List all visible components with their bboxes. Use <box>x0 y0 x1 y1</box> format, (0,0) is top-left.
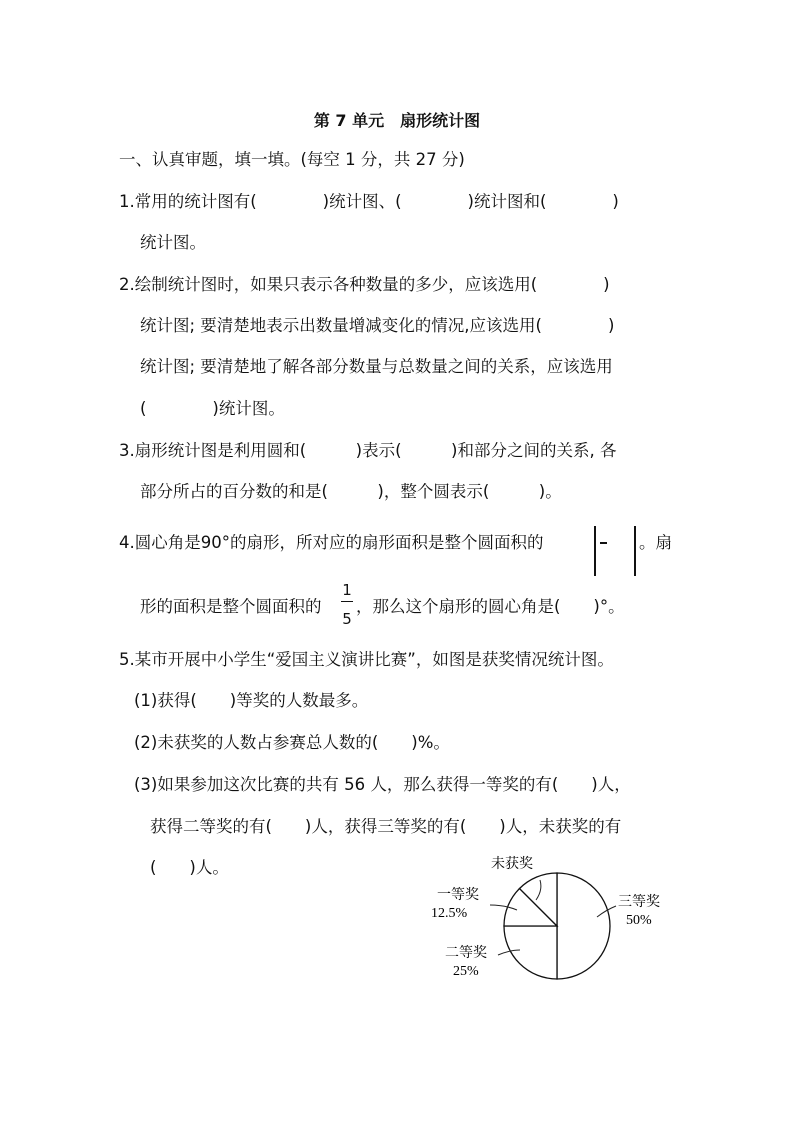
slice-label-second: 二等奖 <box>445 946 487 961</box>
question-5-sub-3-line-3: ( )人。 <box>150 858 229 877</box>
question-5-sub-3-line-2: 获得二等奖的有( )人，获得三等奖的有( )人，未获奖的有 <box>150 817 622 836</box>
question-5-sub-1: (1)获得( )等奖的人数最多。 <box>134 691 369 710</box>
slice-value-third: 50% <box>626 913 652 928</box>
slice-label-unawarded: 未获奖 <box>491 857 533 872</box>
question-4-line-2-start: 形的面积是整个圆面积的 <box>140 597 322 616</box>
question-1-line-1: 1.常用的统计图有( )统计图、( )统计图和( ) <box>119 192 619 211</box>
question-5-sub-2: (2)未获奖的人数占参赛总人数的( )%。 <box>134 733 450 752</box>
slice-label-first: 一等奖 <box>437 888 479 903</box>
question-4-line-1-start: 4.圆心角是90°的扇形，所对应的扇形面积是整个圆面积的 <box>119 533 544 552</box>
page-title: 第 7 单元 扇形统计图 <box>313 111 481 130</box>
slice-value-second: 25% <box>453 964 479 979</box>
fraction-denominator: 5 <box>342 610 352 628</box>
question-5-intro: 5.某市开展中小学生“爱国主义演讲比赛”，如图是获奖情况统计图。 <box>119 650 614 669</box>
question-5-sub-3: (3)如果参加这次比赛的共有 56 人，那么获得一等奖的有( )人， <box>134 775 631 794</box>
pie-slice-1 <box>557 873 610 979</box>
question-4-line-1-end: 。扇 <box>639 533 672 552</box>
question-3-line-2: 部分所占的百分数的和是( )，整个圆表示( )。 <box>140 482 562 501</box>
fraction-numerator: 1 <box>342 581 352 599</box>
section-heading: 一、认真审题，填一填。(每空 1 分，共 27 分) <box>119 150 465 169</box>
question-1-line-2: 统计图。 <box>140 233 206 252</box>
question-2-line-1: 2.绘制统计图时，如果只表示各种数量的多少，应该选用( ) <box>119 275 610 294</box>
fraction-blank-left-bracket <box>594 526 596 576</box>
pie-slice-2 <box>504 926 557 979</box>
slice-value-first: 12.5% <box>431 906 468 921</box>
question-2-line-3: 统计图; 要清楚地了解各部分数量与总数量之间的关系，应该选用 <box>140 357 613 376</box>
question-2-line-2: 统计图; 要清楚地表示出数量增减变化的情况,应该选用( ) <box>140 316 615 335</box>
question-4-line-2-end: ，那么这个扇形的圆心角是( )°。 <box>356 597 625 616</box>
fraction-blank-bar <box>600 542 607 544</box>
question-3-line-1: 3.扇形统计图是利用圆和( )表示( )和部分之间的关系, 各 <box>119 441 617 460</box>
question-2-line-4: ( )统计图。 <box>140 399 285 418</box>
fraction-line <box>341 601 353 602</box>
fraction-blank-right-bracket <box>634 526 636 576</box>
slice-label-third: 三等奖 <box>618 895 660 910</box>
pie-slices <box>504 873 610 979</box>
award-pie-chart <box>425 845 685 995</box>
